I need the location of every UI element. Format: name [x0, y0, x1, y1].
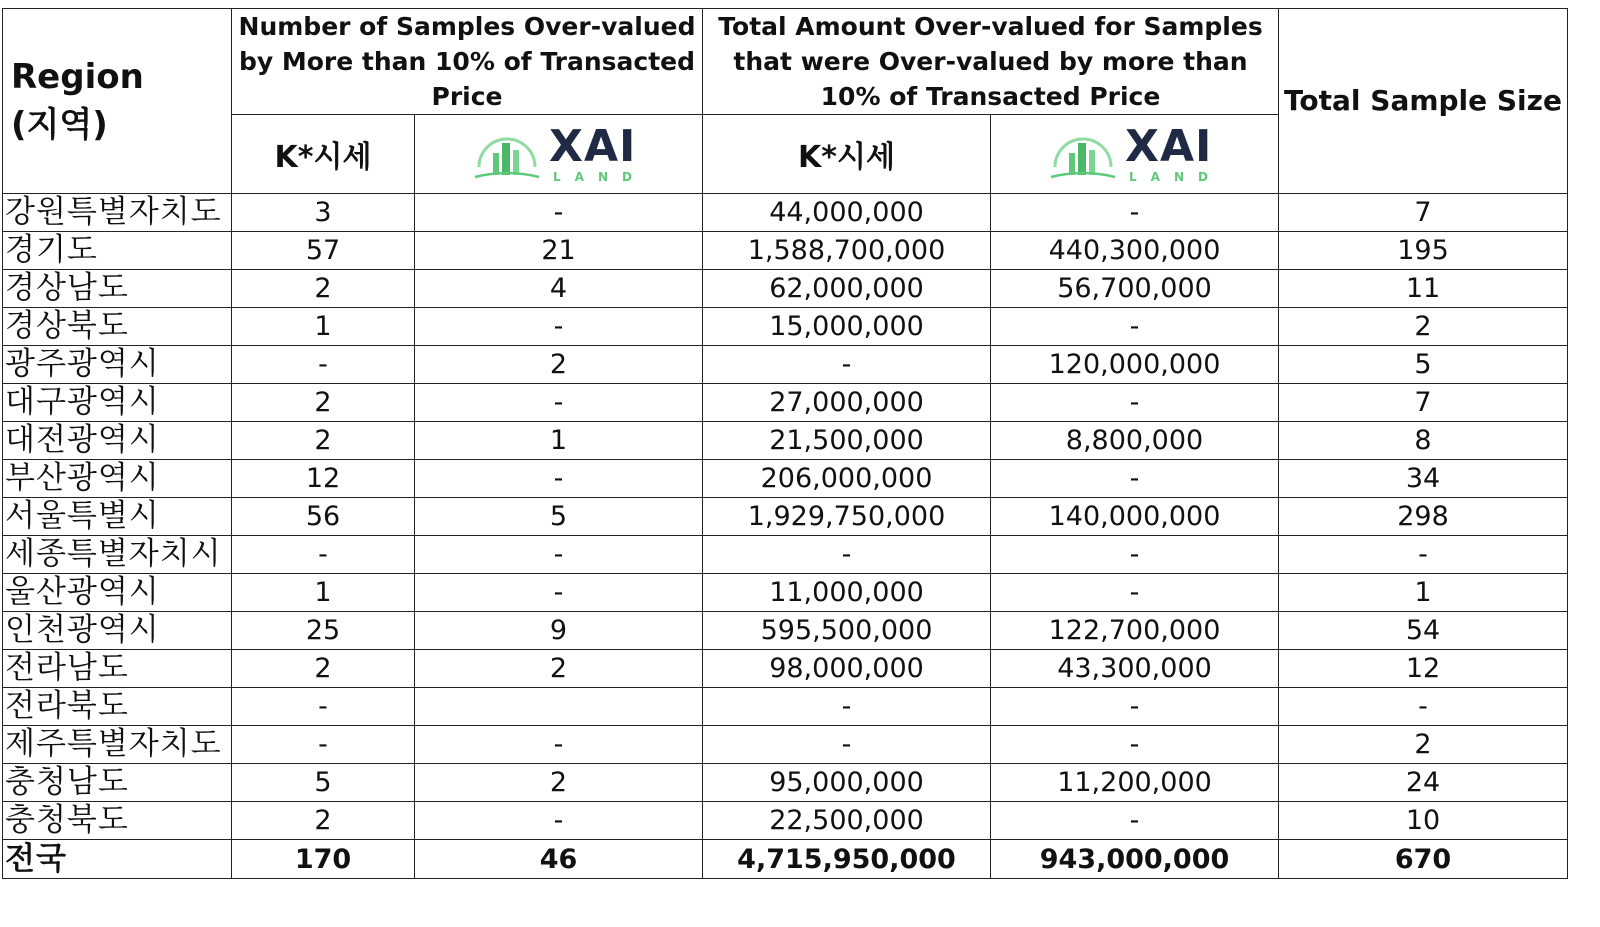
table-row — [3, 764, 1568, 802]
amount-xai-cell: - — [991, 384, 1279, 422]
amount-k-cell: 98,000,000 — [703, 650, 991, 688]
region-header — [3, 9, 232, 194]
amount-k-cell: 1,929,750,000 — [703, 498, 991, 536]
total-sample-header: Total Sample Size — [1279, 9, 1568, 194]
amount-k-cell: 21,500,000 — [703, 422, 991, 460]
region-header-line2: (지역) — [11, 105, 108, 145]
count-xai-cell: - — [415, 574, 703, 612]
total-cell: 670 — [1279, 840, 1568, 879]
count-k-cell: - — [232, 536, 415, 574]
region-cell: 울산광역시 — [3, 574, 232, 612]
amount-k-cell: - — [703, 688, 991, 726]
amount-xai-cell: 122,700,000 — [991, 612, 1279, 650]
table-row — [3, 688, 1568, 726]
total-cell: 5 — [1279, 346, 1568, 384]
logo-word: XAI — [1125, 121, 1213, 172]
count-xai-cell: 21 — [415, 232, 703, 270]
count-k-cell: 2 — [232, 270, 415, 308]
amount-xai-cell: 440,300,000 — [991, 232, 1279, 270]
amount-xai-cell: - — [991, 574, 1279, 612]
count-k-cell: 2 — [232, 384, 415, 422]
region-cell: 강원특별자치도 — [3, 194, 232, 232]
amount-xai-cell: - — [991, 688, 1279, 726]
logo-word: XAI — [549, 121, 637, 172]
total-cell: 12 — [1279, 650, 1568, 688]
region-cell: 전라남도 — [3, 650, 232, 688]
amount-xai-cell: 11,200,000 — [991, 764, 1279, 802]
total-cell: 7 — [1279, 194, 1568, 232]
amount-k-cell: - — [703, 536, 991, 574]
count-k-cell: 170 — [232, 840, 415, 879]
count-xai-cell: 1 — [415, 422, 703, 460]
total-cell: 10 — [1279, 802, 1568, 840]
table-row — [3, 536, 1568, 574]
table-row — [3, 574, 1568, 612]
amount-xai-cell: 8,800,000 — [991, 422, 1279, 460]
count-xai-cell: - — [415, 194, 703, 232]
count-k-cell: 5 — [232, 764, 415, 802]
count-k-cell: 1 — [232, 308, 415, 346]
amount-k-cell: 22,500,000 — [703, 802, 991, 840]
total-cell: 1 — [1279, 574, 1568, 612]
total-cell: 24 — [1279, 764, 1568, 802]
count-k-cell: 2 — [232, 650, 415, 688]
count-xai-cell: - — [415, 460, 703, 498]
count-k-cell: 57 — [232, 232, 415, 270]
region-cell: 서울특별시 — [3, 498, 232, 536]
total-cell: 195 — [1279, 232, 1568, 270]
logo-sub: LAND — [553, 170, 646, 184]
amount-k-cell: 1,588,700,000 — [703, 232, 991, 270]
region-cell: 제주특별자치도 — [3, 726, 232, 764]
amount-k-cell: 27,000,000 — [703, 384, 991, 422]
count-k-cell: 2 — [232, 802, 415, 840]
table-body — [3, 194, 1568, 879]
xai-land-logo — [471, 119, 646, 189]
amount-group-header: Total Amount Over-valued for Samples that were Over-valued by more than 10% of Transacted Price — [703, 9, 1279, 115]
amount-k-cell: 595,500,000 — [703, 612, 991, 650]
count-xai-cell: 5 — [415, 498, 703, 536]
amount-k-cell: 44,000,000 — [703, 194, 991, 232]
amount-xai-cell: 43,300,000 — [991, 650, 1279, 688]
amount-xai-cell: - — [991, 460, 1279, 498]
region-cell: 대전광역시 — [3, 422, 232, 460]
total-cell: 54 — [1279, 612, 1568, 650]
count-group-header: Number of Samples Over-valued by More than 10% of Transacted Price — [232, 9, 703, 115]
amount-k-cell: 4,715,950,000 — [703, 840, 991, 879]
count-k-cell: 56 — [232, 498, 415, 536]
amount-xai-cell: - — [991, 802, 1279, 840]
region-cell: 경상남도 — [3, 270, 232, 308]
count-k-cell: 25 — [232, 612, 415, 650]
amount-xai-cell: - — [991, 536, 1279, 574]
count-xai-cell: 2 — [415, 346, 703, 384]
count-k-cell: - — [232, 726, 415, 764]
count-k-cell: 1 — [232, 574, 415, 612]
table-row — [3, 346, 1568, 384]
total-row — [3, 840, 1568, 879]
table-row — [3, 650, 1568, 688]
count-xai-cell: 4 — [415, 270, 703, 308]
region-cell: 인천광역시 — [3, 612, 232, 650]
table-row — [3, 802, 1568, 840]
region-cell: 경기도 — [3, 232, 232, 270]
region-cell: 전국 — [3, 840, 232, 879]
region-cell: 광주광역시 — [3, 346, 232, 384]
amount-xai-cell: - — [991, 308, 1279, 346]
count-k-cell: 2 — [232, 422, 415, 460]
table-row — [3, 460, 1568, 498]
total-cell: 8 — [1279, 422, 1568, 460]
total-cell: 298 — [1279, 498, 1568, 536]
count-xai-cell: - — [415, 536, 703, 574]
count-xai-cell: 2 — [415, 764, 703, 802]
logo-sub: LAND — [1129, 170, 1222, 184]
region-cell: 대구광역시 — [3, 384, 232, 422]
total-cell: 34 — [1279, 460, 1568, 498]
amount-k-cell: 62,000,000 — [703, 270, 991, 308]
count-xai-cell: 2 — [415, 650, 703, 688]
amount-xai-cell: - — [991, 726, 1279, 764]
count-xai-cell: - — [415, 802, 703, 840]
count-xai-header — [415, 115, 703, 194]
total-cell: - — [1279, 536, 1568, 574]
amount-xai-cell: - — [991, 194, 1279, 232]
region-cell: 충청남도 — [3, 764, 232, 802]
table-row — [3, 384, 1568, 422]
amount-k-cell: 11,000,000 — [703, 574, 991, 612]
amount-k-cell: 95,000,000 — [703, 764, 991, 802]
amount-xai-header — [991, 115, 1279, 194]
count-k-header: K*시세 — [232, 115, 415, 194]
count-xai-cell — [415, 688, 703, 726]
overvaluation-table — [2, 8, 1568, 879]
region-cell: 경상북도 — [3, 308, 232, 346]
amount-xai-cell: 120,000,000 — [991, 346, 1279, 384]
table-row — [3, 726, 1568, 764]
total-cell: 2 — [1279, 308, 1568, 346]
table-row — [3, 308, 1568, 346]
xai-land-logo-icon — [1047, 123, 1119, 185]
amount-xai-cell: 140,000,000 — [991, 498, 1279, 536]
table-row — [3, 194, 1568, 232]
count-k-cell: - — [232, 346, 415, 384]
count-k-cell: - — [232, 688, 415, 726]
total-cell: 7 — [1279, 384, 1568, 422]
amount-xai-cell: 943,000,000 — [991, 840, 1279, 879]
amount-k-header: K*시세 — [703, 115, 991, 194]
count-xai-cell: 9 — [415, 612, 703, 650]
table-row — [3, 422, 1568, 460]
region-cell: 전라북도 — [3, 688, 232, 726]
amount-k-cell: - — [703, 346, 991, 384]
table-row — [3, 270, 1568, 308]
total-cell: 2 — [1279, 726, 1568, 764]
total-cell: - — [1279, 688, 1568, 726]
region-cell: 부산광역시 — [3, 460, 232, 498]
amount-k-cell: - — [703, 726, 991, 764]
amount-k-cell: 206,000,000 — [703, 460, 991, 498]
count-xai-cell: 46 — [415, 840, 703, 879]
region-cell: 충청북도 — [3, 802, 232, 840]
table-row — [3, 498, 1568, 536]
xai-land-logo — [1047, 119, 1222, 189]
table-row — [3, 232, 1568, 270]
amount-k-cell: 15,000,000 — [703, 308, 991, 346]
total-cell: 11 — [1279, 270, 1568, 308]
count-xai-cell: - — [415, 726, 703, 764]
count-k-cell: 3 — [232, 194, 415, 232]
count-k-cell: 12 — [232, 460, 415, 498]
table-row — [3, 612, 1568, 650]
xai-land-logo-icon — [471, 123, 543, 185]
amount-xai-cell: 56,700,000 — [991, 270, 1279, 308]
region-header-line1: Region — [11, 57, 144, 97]
count-xai-cell: - — [415, 384, 703, 422]
count-xai-cell: - — [415, 308, 703, 346]
region-cell: 세종특별자치시 — [3, 536, 232, 574]
